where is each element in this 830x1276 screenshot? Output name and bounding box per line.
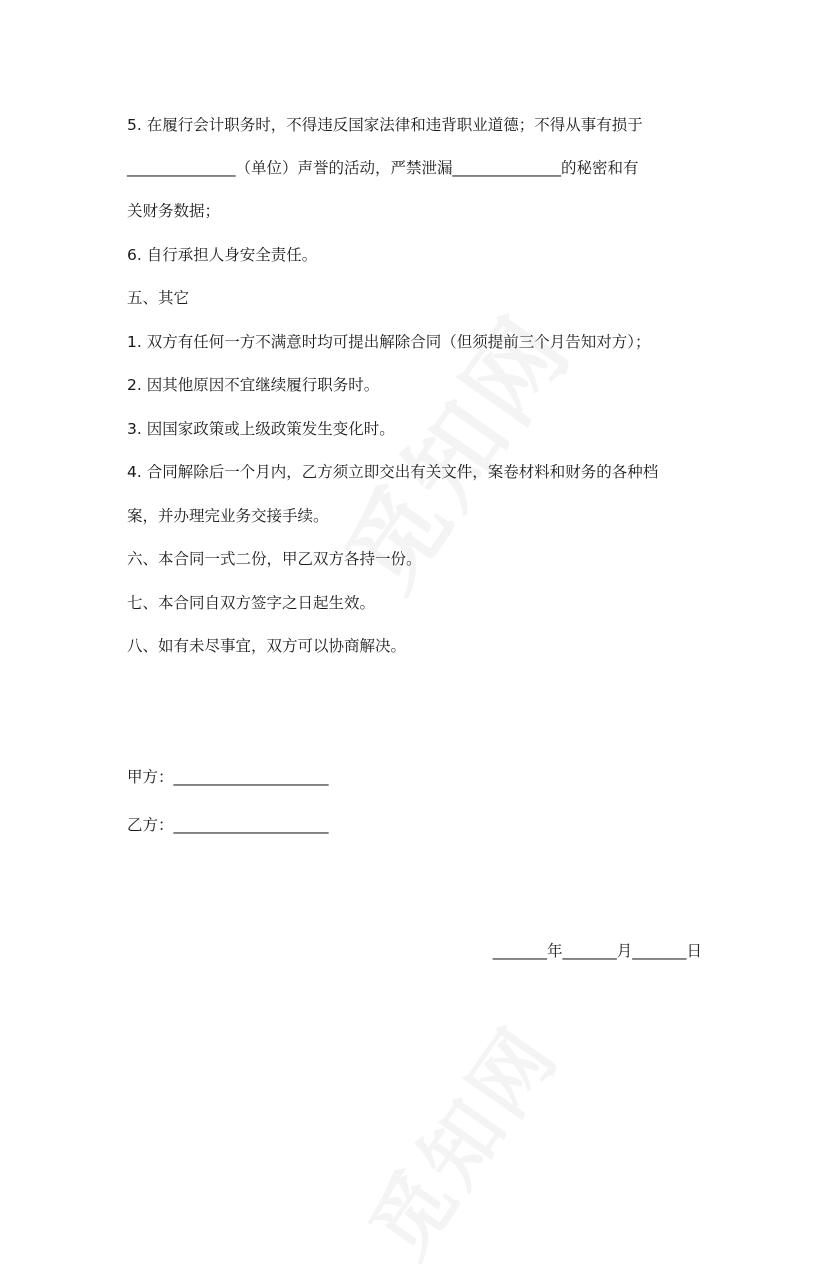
clause-5-line-2: ______________（单位）声誉的活动，严禁泄漏______________的秘密和有 xyxy=(127,159,639,177)
clause-6: 6. 自行承担人身安全责任。 xyxy=(127,246,318,264)
section-8: 八、如有未尽事宜，双方可以协商解决。 xyxy=(127,637,407,655)
item-2: 2. 因其他原因不宜继续履行职务时。 xyxy=(127,376,380,394)
party-b-signature: 乙方：____________________ xyxy=(127,816,329,834)
watermark-bottom xyxy=(338,999,580,1276)
item-1: 1. 双方有任何一方不满意时均可提出解除合同（但须提前三个月告知对方）； xyxy=(127,333,651,351)
section-6: 六、本合同一式二份，甲乙双方各持一份。 xyxy=(127,550,422,568)
item-4-line-2: 案，并办理完业务交接手续。 xyxy=(127,507,329,525)
item-3: 3. 因国家政策或上级政策发生变化时。 xyxy=(127,420,395,438)
section-5-heading: 五、其它 xyxy=(127,289,190,307)
date-line: _______年_______月_______日 xyxy=(492,942,702,960)
clause-5-line-1: 5. 在履行会计职务时，不得违反国家法律和违背职业道德；不得从事有损于 xyxy=(127,116,643,134)
section-7: 七、本合同自双方签字之日起生效。 xyxy=(127,594,376,612)
clause-5-line-3: 关财务数据； xyxy=(127,202,221,220)
party-a-signature: 甲方：____________________ xyxy=(127,768,329,786)
item-4-line-1: 4. 合同解除后一个月内，乙方须立即交出有关文件，案卷材料和财务的各种档 xyxy=(127,463,659,481)
